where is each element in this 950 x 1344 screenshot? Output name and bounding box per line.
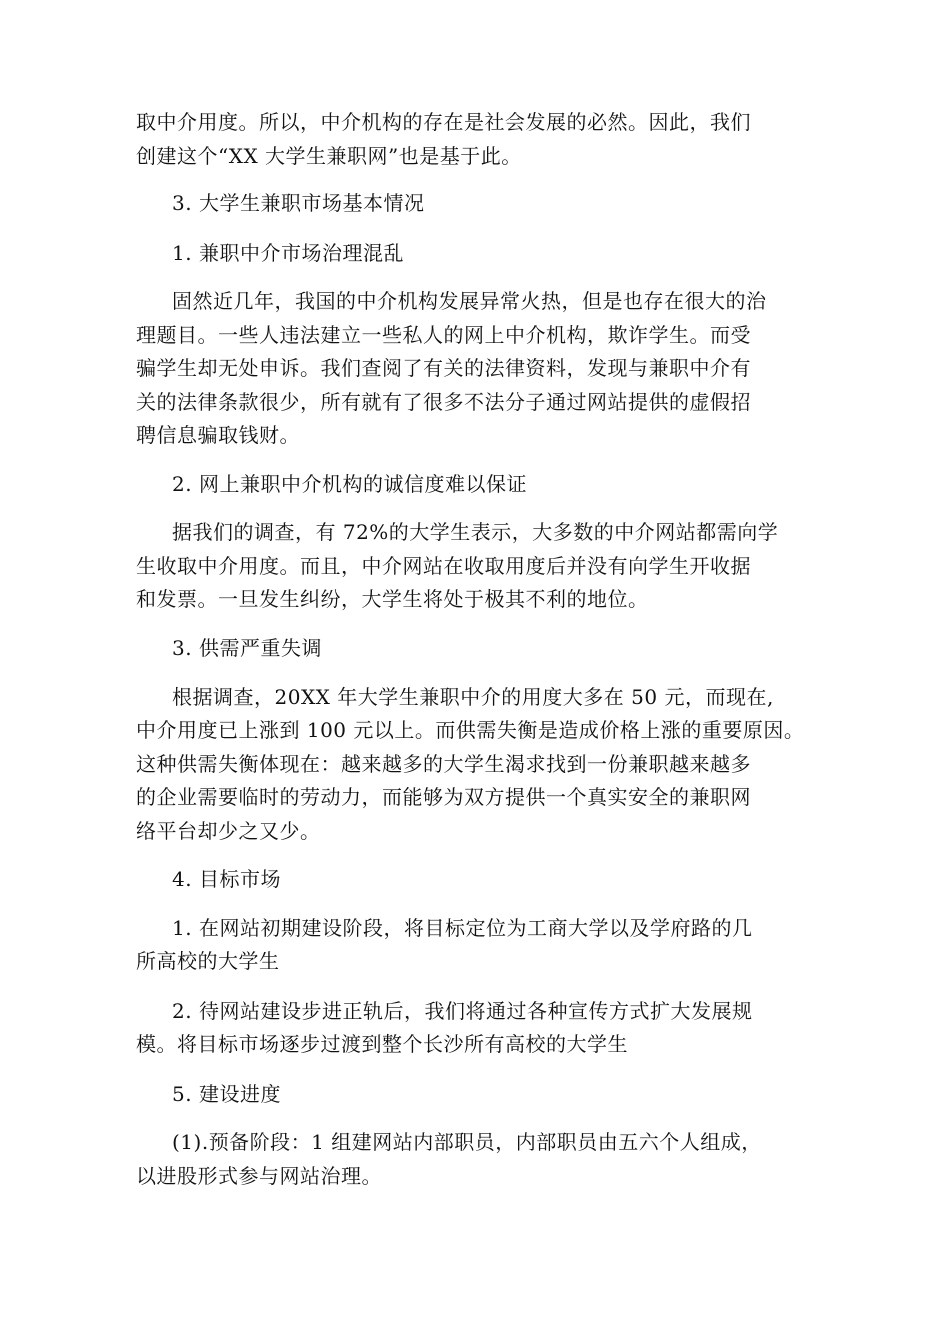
- text-line-15: 根据调查，20XX 年大学生兼职中介的用度大多在 50 元，而现在,: [172, 685, 774, 709]
- text-line-9: 聘信息骗取钱财。: [136, 423, 300, 447]
- text-line-26: (1).预备阶段：1 组建网站内部职员，内部职员由五六个人组成，: [172, 1130, 762, 1154]
- text-line-18: 的企业需要临时的劳动力，而能够为双方提供一个真实安全的兼职网: [136, 785, 751, 809]
- subheading-3-1: 1. 兼职中介市场治理混乱: [172, 241, 404, 265]
- text-line-5: 固然近几年，我国的中介机构发展异常火热，但是也存在很大的治: [172, 289, 767, 313]
- text-line-7: 骗学生却无处申诉。我们查阅了有关的法律资料，发现与兼职中介有: [136, 356, 751, 380]
- text-line-8: 关的法律条款很少，所有就有了很多不法分子通过网站提供的虚假招: [136, 390, 751, 414]
- text-line-27: 以进股形式参与网站治理。: [136, 1164, 382, 1188]
- text-line-2: 创建这个“XX 大学生兼职网”也是基于此。: [136, 144, 522, 168]
- text-line-23: 2. 待网站建设步进正轨后，我们将通过各种宣传方式扩大发展规: [172, 999, 753, 1023]
- section-heading-3: 3. 大学生兼职市场基本情况: [172, 191, 425, 215]
- text-line-16: 中介用度已上涨到 100 元以上。而供需失衡是造成价格上涨的重要原因。: [136, 718, 805, 742]
- text-line-12: 生收取中介用度。而且，中介网站在收取用度后并没有向学生开收据: [136, 554, 751, 578]
- text-line-17: 这种供需失衡体现在：越来越多的大学生渴求找到一份兼职越来越多: [136, 752, 751, 776]
- text-line-24: 模。将目标市场逐步过渡到整个长沙所有高校的大学生: [136, 1032, 628, 1056]
- text-line-19: 络平台却少之又少。: [136, 819, 321, 843]
- text-line-22: 所高校的大学生: [136, 949, 280, 973]
- section-heading-4: 4. 目标市场: [172, 867, 281, 891]
- section-heading-5: 5. 建设进度: [172, 1082, 281, 1106]
- subheading-3-2: 2. 网上兼职中介机构的诚信度难以保证: [172, 472, 527, 496]
- text-line-11: 据我们的调查，有 72%的大学生表示，大多数的中介网站都需向学: [172, 520, 779, 544]
- text-line-1: 取中介用度。所以，中介机构的存在是社会发展的必然。因此，我们: [136, 110, 751, 134]
- text-line-13: 和发票。一旦发生纠纷，大学生将处于极其不利的地位。: [136, 587, 649, 611]
- text-line-21: 1. 在网站初期建设阶段，将目标定位为工商大学以及学府路的几: [172, 916, 753, 940]
- text-line-6: 理题目。一些人违法建立一些私人的网上中介机构，欺诈学生。而受: [136, 323, 751, 347]
- subheading-3-3: 3. 供需严重失调: [172, 636, 322, 660]
